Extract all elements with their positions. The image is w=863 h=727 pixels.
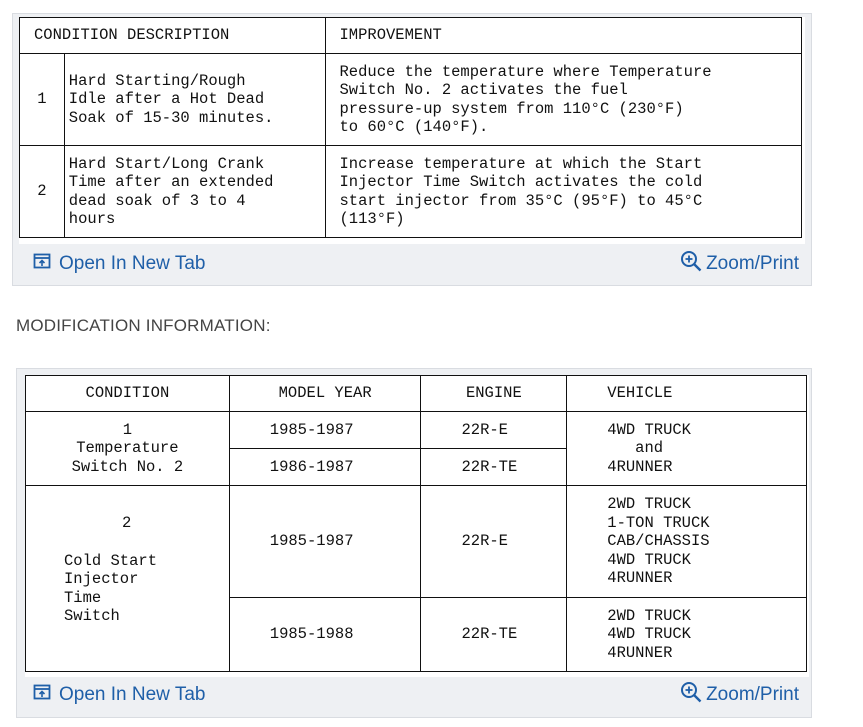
model-year-cell: 1985-1987 — [229, 412, 421, 449]
engine-cell: 22R-TE — [421, 449, 567, 486]
header-improvement: IMPROVEMENT — [325, 18, 802, 54]
model-year-cell: 1985-1987 — [229, 486, 421, 598]
engine-cell: 22R-TE — [421, 598, 567, 672]
zoom-in-magnifier-icon — [680, 250, 702, 278]
condition-cell: Hard Start/Long Crank Time after an extended dead soak of 3 to 4 hours — [64, 146, 325, 238]
improvement-cell: Increase temperature at which the Start Injector Time Switch activates the cold start injector from 35°C (95°F) to 45°C (113°F) — [325, 146, 802, 238]
image-panel-modifications — [16, 368, 812, 718]
model-year-cell: 1985-1988 — [229, 598, 421, 672]
condition-cell: 1 Temperature Switch No. 2 — [26, 412, 230, 486]
model-year-cell: 1986-1987 — [229, 449, 421, 486]
zoom-in-magnifier-icon — [680, 681, 702, 709]
row-number: 1 — [20, 54, 65, 146]
vehicle-cell: 4WD TRUCK and 4RUNNER — [567, 412, 807, 486]
zoom-print-label: Zoom/Print — [706, 684, 799, 705]
section-title: MODIFICATION INFORMATION: — [16, 316, 271, 335]
header-vehicle: VEHICLE — [567, 376, 807, 412]
open-in-new-tab-label: Open In New Tab — [59, 684, 206, 705]
condition-cell-2 — [26, 486, 230, 672]
condition-cell: Hard Starting/Rough Idle after a Hot Dead Soak of 15-30 minutes. — [64, 54, 325, 146]
open-in-new-tab-icon — [33, 684, 51, 706]
image-toolbar — [13, 246, 811, 282]
scanned-table-image-1 — [19, 17, 805, 244]
table-row — [26, 412, 807, 449]
row-number: 2 — [20, 146, 65, 238]
engine-cell: 22R-E — [421, 412, 567, 449]
condition-improvement-table — [19, 17, 802, 238]
header-engine: ENGINE — [421, 376, 567, 412]
scanned-table-image-2 — [25, 375, 809, 677]
table-row — [26, 486, 807, 598]
zoom-print-button[interactable] — [680, 250, 799, 278]
open-in-new-tab-button[interactable] — [33, 253, 205, 275]
vehicle-cell: 2WD TRUCK 4WD TRUCK 4RUNNER — [567, 598, 807, 672]
header-condition: CONDITION — [26, 376, 230, 412]
header-model-year: MODEL YEAR — [229, 376, 421, 412]
table-row — [20, 146, 802, 238]
zoom-print-label: Zoom/Print — [706, 253, 799, 274]
engine-cell: 22R-E — [421, 486, 567, 598]
condition-number: 2 — [122, 514, 132, 532]
improvement-cell: Reduce the temperature where Temperature Switch No. 2 activates the fuel pressure-up system from 110°C (230°F) to 60°C (140°F). — [325, 54, 802, 146]
header-condition-description: CONDITION DESCRIPTION — [20, 18, 326, 54]
image-toolbar — [17, 677, 811, 713]
modification-table — [25, 375, 807, 672]
condition-name: Cold Start Injector Time Switch — [64, 551, 158, 625]
open-in-new-tab-button[interactable] — [33, 684, 205, 706]
zoom-print-button[interactable] — [680, 681, 799, 709]
image-panel-conditions — [12, 13, 812, 286]
vehicle-cell: 2WD TRUCK 1-TON TRUCK CAB/CHASSIS 4WD TRUCK 4RUNNER — [567, 486, 807, 598]
open-in-new-tab-label: Open In New Tab — [59, 253, 206, 274]
table-row — [20, 54, 802, 146]
open-in-new-tab-icon — [33, 253, 51, 275]
